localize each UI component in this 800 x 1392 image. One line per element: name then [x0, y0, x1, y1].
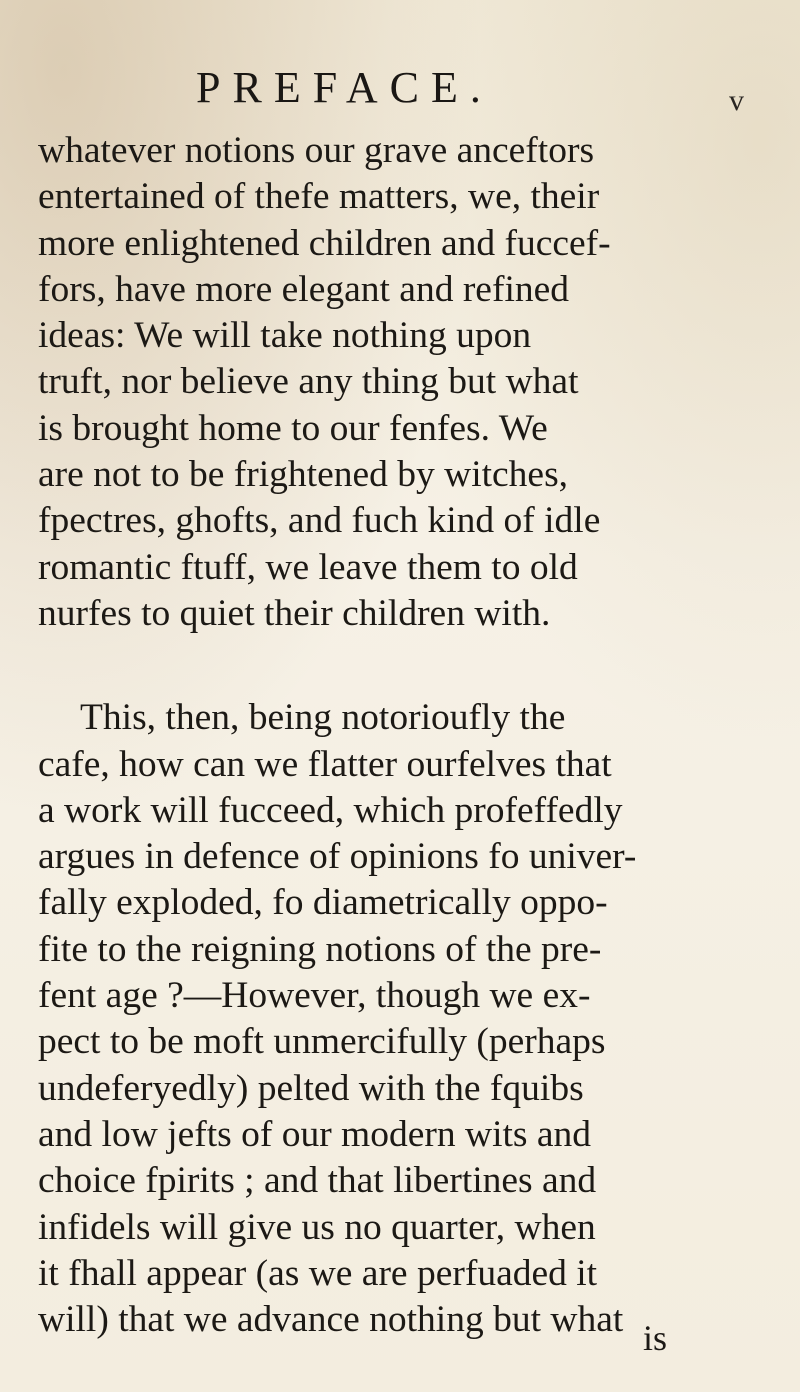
- text-line: This, then, being notorioufly the: [80, 697, 566, 739]
- text-line: whatever notions our grave anceftors: [38, 130, 595, 171]
- text-line: a work will fucceed, which profeffedly: [38, 789, 623, 831]
- running-head: PREFACE.: [196, 63, 493, 112]
- text-line: romantic ftuff, we leave them to old: [38, 546, 578, 588]
- text-line: nurfes to quiet their children with.: [38, 592, 551, 634]
- body-text: [38, 128, 773, 1343]
- page-number: v: [729, 84, 744, 117]
- text-line: is brought home to our fenfes. We: [38, 407, 548, 449]
- text-line: infidels will give us no quarter, when: [38, 1206, 596, 1248]
- paragraph-spacer: [38, 637, 773, 695]
- text-line: fally exploded, fo diametrically oppo-: [38, 882, 608, 924]
- text-line: fors, have more elegant and refined: [38, 268, 570, 310]
- paragraph-1: [38, 128, 773, 637]
- text-line: choice fpirits ; and that libertines and: [38, 1160, 597, 1202]
- text-line: and low jefts of our modern wits and: [38, 1113, 592, 1155]
- catchword: is: [643, 1318, 668, 1358]
- text-line: more enlightened children and fuccef-: [38, 222, 611, 264]
- text-line: fite to the reigning notions of the pre-: [38, 928, 602, 970]
- text-line: argues in defence of opinions fo univer-: [38, 836, 637, 878]
- text-line: will) that we advance nothing but what: [38, 1299, 624, 1341]
- text-line: entertained of thefe matters, we, their: [38, 176, 600, 218]
- paragraph-2: [38, 695, 773, 1343]
- text-line: undeferyedly) pelted with the fquibs: [38, 1067, 584, 1109]
- text-line: fpectres, ghofts, and fuch kind of idle: [38, 500, 601, 542]
- text-line: cafe, how can we flatter ourfelves that: [38, 743, 612, 785]
- text-line: it fhall appear (as we are perfuaded it: [38, 1252, 598, 1294]
- page-header: [196, 62, 756, 122]
- text-line: pect to be moft unmercifully (perhaps: [38, 1021, 606, 1063]
- text-line: fent age ?—However, though we ex-: [38, 975, 591, 1017]
- text-line: are not to be frightened by witches,: [38, 454, 569, 496]
- text-line: truft, nor believe any thing but what: [38, 361, 579, 403]
- text-line: ideas: We will take nothing upon: [38, 315, 532, 357]
